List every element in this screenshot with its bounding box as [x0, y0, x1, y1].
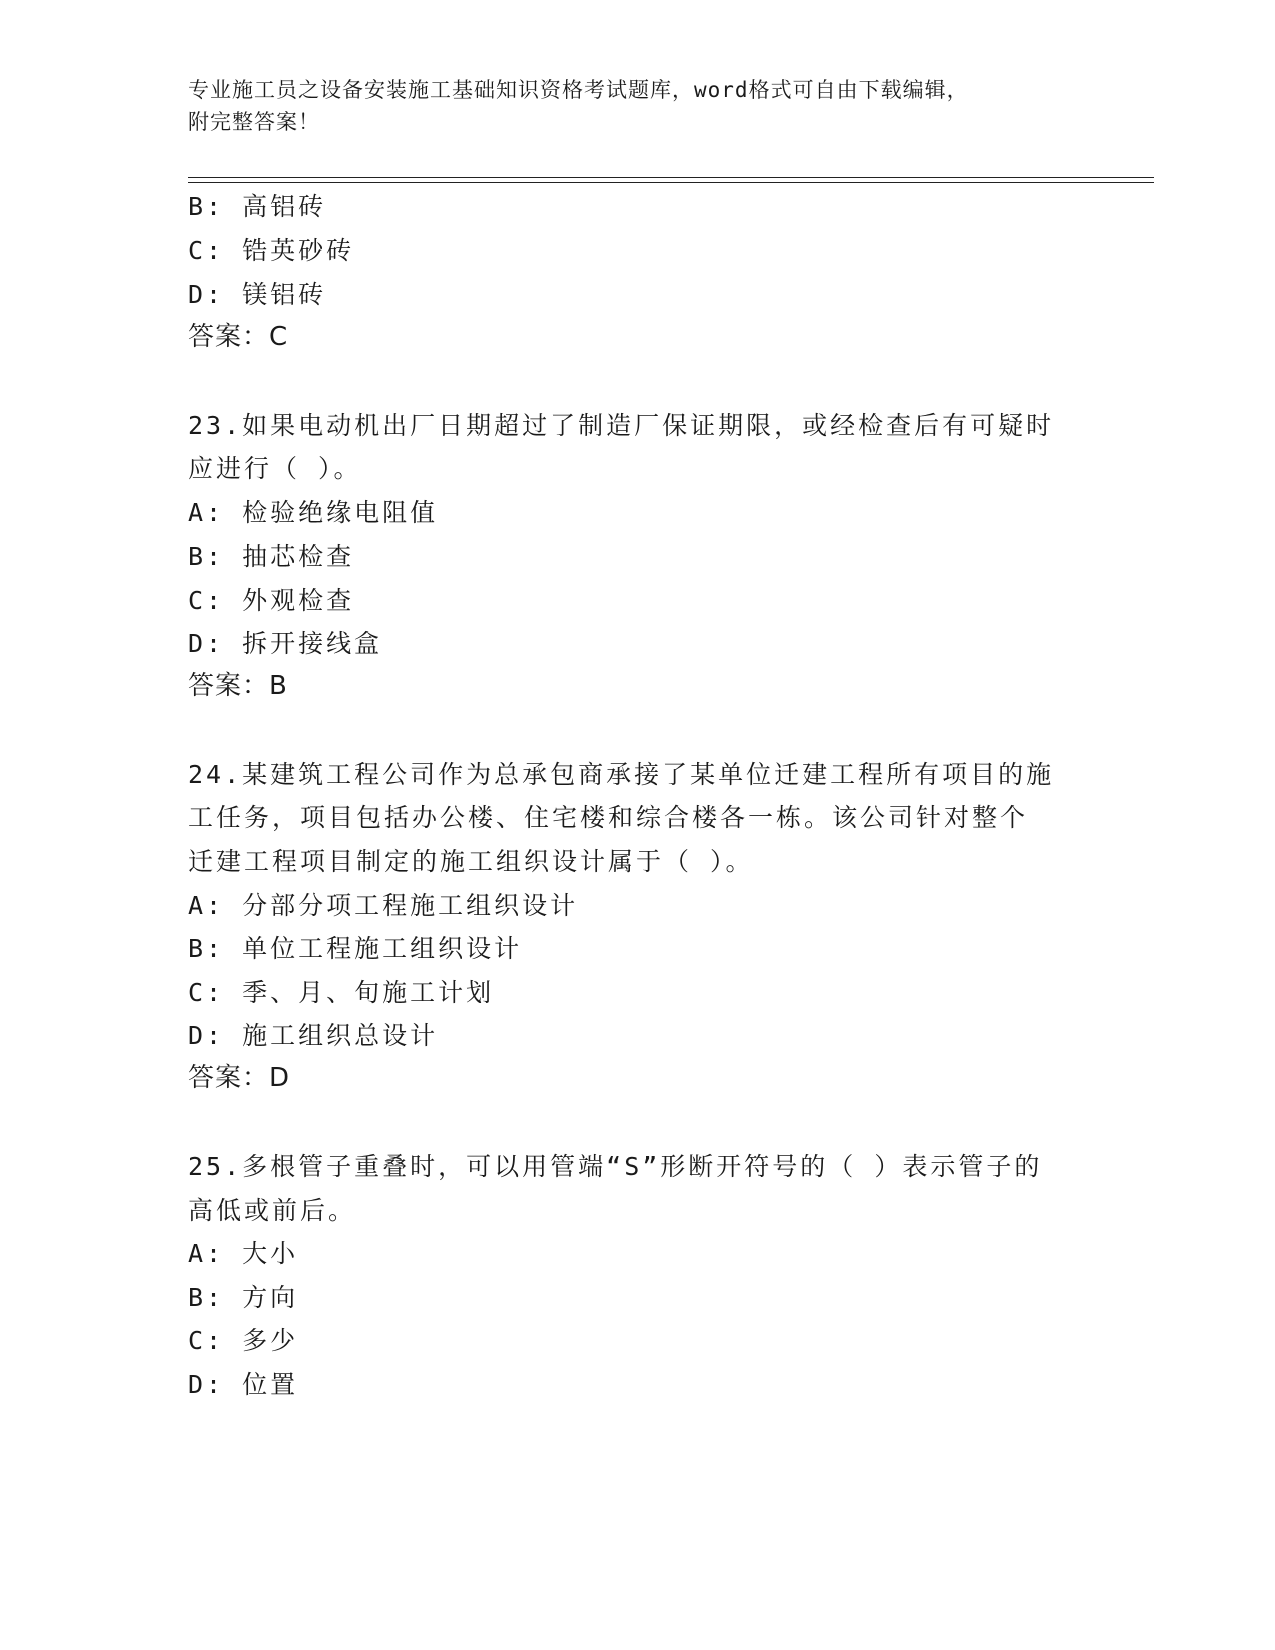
- q23-option-b: B: 抽芯检查: [188, 542, 355, 571]
- q23-question-line-2: 应进行（ ）。: [188, 454, 362, 483]
- q22-option-c: C: 锆英砂砖: [188, 236, 355, 265]
- q23-option-d: D: 拆开接线盒: [188, 629, 383, 658]
- q23-option-a: A: 检验绝缘电阻值: [188, 498, 439, 527]
- q22-option-b: B: 高铝砖: [188, 192, 327, 221]
- q25-option-a: A: 大小: [188, 1239, 299, 1268]
- q24-question-line-3: 迁建工程项目制定的施工组织设计属于（ ）。: [188, 847, 754, 876]
- q24-answer: 答案：D: [188, 1063, 291, 1093]
- q24-option-d: D: 施工组织总设计: [188, 1021, 439, 1050]
- q24-question-line-2: 工任务，项目包括办公楼、住宅楼和综合楼各一栋。该公司针对整个: [188, 803, 1029, 832]
- q22-answer: 答案：C: [188, 322, 289, 352]
- page-header: [188, 74, 1088, 138]
- q25-option-b: B: 方向: [188, 1283, 299, 1312]
- q23-option-c: C: 外观检查: [188, 586, 355, 615]
- q24-option-a: A: 分部分项工程施工组织设计: [188, 891, 579, 920]
- q25-question-line-2: 高低或前后。: [188, 1196, 357, 1225]
- header-line-1: 专业施工员之设备安装施工基础知识资格考试题库，word格式可自由下载编辑，: [188, 78, 969, 102]
- q25-option-c: C: 多少: [188, 1326, 299, 1355]
- q24-question-line-1: 24.某建筑工程公司作为总承包商承接了某单位迁建工程所有项目的施: [188, 760, 1055, 789]
- q24-option-b: B: 单位工程施工组织设计: [188, 934, 523, 963]
- q22-option-d: D: 镁铝砖: [188, 280, 327, 309]
- q24-option-c: C: 季、月、旬施工计划: [188, 978, 495, 1007]
- header-divider-top: [188, 177, 1154, 178]
- header-line-2: 附完整答案！: [188, 110, 320, 134]
- q23-answer: 答案：B: [188, 671, 288, 701]
- header-divider-bottom: [188, 182, 1154, 183]
- q23-question-line-1: 23.如果电动机出厂日期超过了制造厂保证期限，或经检查后有可疑时: [188, 411, 1055, 440]
- q25-option-d: D: 位置: [188, 1370, 299, 1399]
- q25-question-line-1: 25.多根管子重叠时，可以用管端“S”形断开符号的（ ）表示管子的: [188, 1152, 1043, 1181]
